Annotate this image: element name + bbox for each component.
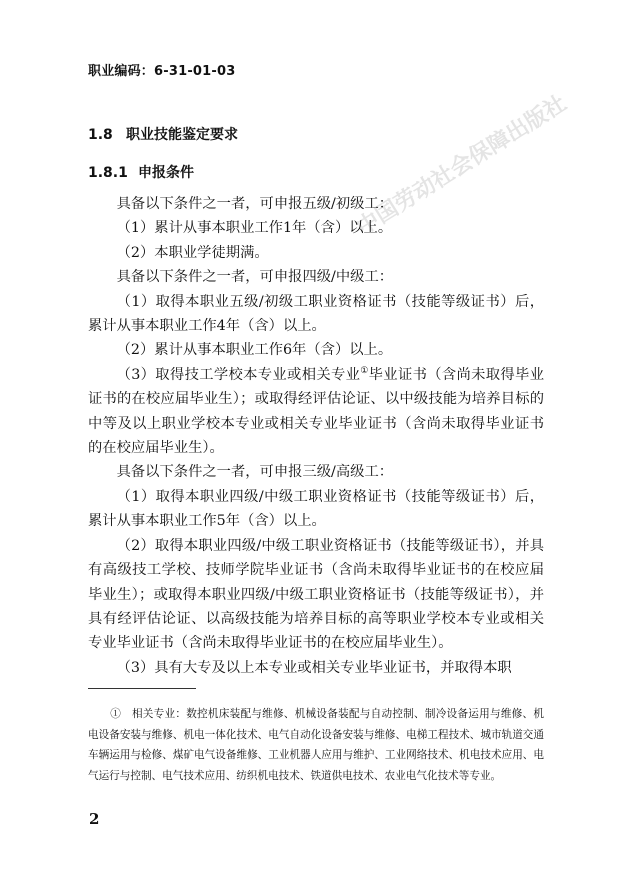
footnote-text: ① 相关专业：数控机床装配与维修、机械设备装配与自动控制、制冷设备运用与维修、机电设备安装与维修、机电一体化技术、电气自动化设备安装与维修、电梯工程技术、城市轨道交通车辆运用与检修、煤矿电气设备维修、工业机器人应用与维护、工业网络技术、机电技术应用、电气运行与控制、电气技术应用、纺织机电技术、铁道供电技术、农业电气化技术等专业。: [88, 708, 544, 782]
paragraph: （1）取得本职业四级/中级工职业资格证书（技能等级证书）后，累计从事本职业工作5年（含）以上。: [88, 488, 544, 530]
paragraph: （1）累计从事本职业工作1年（含）以上。: [116, 220, 393, 237]
page-number: 2: [89, 810, 100, 828]
section-title: 职业技能鉴定要求: [126, 127, 238, 143]
paragraph: [88, 363, 544, 461]
paragraph: 具备以下条件之一者，可申报五级/初级工：: [116, 196, 394, 212]
footnote-marker: ①: [360, 366, 369, 377]
watermark: 中国劳动社会保障出版社: [352, 90, 572, 241]
paragraph: 具备以下条件之一者，可申报三级/高级工：: [116, 464, 394, 481]
paragraph: （2）取得本职业四级/中级工职业资格证书（技能等级证书），并具有高级技工学校、技师学院毕业证书（含尚未取得毕业证书的在校应届毕业生）；或取得本职业四级/中级工职业资格证书（技能等级证书），并具有经评估论证、以高级技能为培养目标的高等职业学校本专业或相关专业毕业证书（含尚未取得毕业证书的在校应届毕业生）。: [88, 537, 544, 652]
paragraph-part: 毕业证书（含尚未取得毕业证书的在校应届毕业生）；或取得经评估论证、以中级技能为培养目标的中等及以上职业学校本专业或相关专业毕业证书（含尚未取得毕业证书的在校应届毕业生）。: [88, 366, 544, 457]
body-text: [88, 192, 544, 680]
paragraph: 具备以下条件之一者，可申报四级/中级工：: [116, 269, 394, 286]
footnote-divider: [88, 688, 196, 689]
section-heading: [88, 124, 238, 144]
footnote: [88, 704, 544, 786]
subsection-title: 申报条件: [138, 165, 194, 181]
paragraph: （1）取得本职业五级/初级工职业资格证书（技能等级证书）后，累计从事本职业工作4年（含）以上。: [88, 293, 544, 335]
subsection-number: 1.8.1: [88, 165, 128, 181]
paragraph: （2）本职业学徒期满。: [116, 244, 269, 261]
occupation-code: 职业编码：6-31-01-03: [88, 64, 236, 79]
section-number: 1.8: [88, 127, 113, 143]
paragraph: （3）具有大专及以上本专业或相关专业毕业证书，并取得本职: [116, 659, 512, 676]
paragraph: （2）累计从事本职业工作6年（含）以上。: [116, 342, 393, 359]
subsection-heading: [88, 162, 194, 182]
paragraph-part: （3）取得技工学校本专业或相关专业: [116, 366, 361, 383]
